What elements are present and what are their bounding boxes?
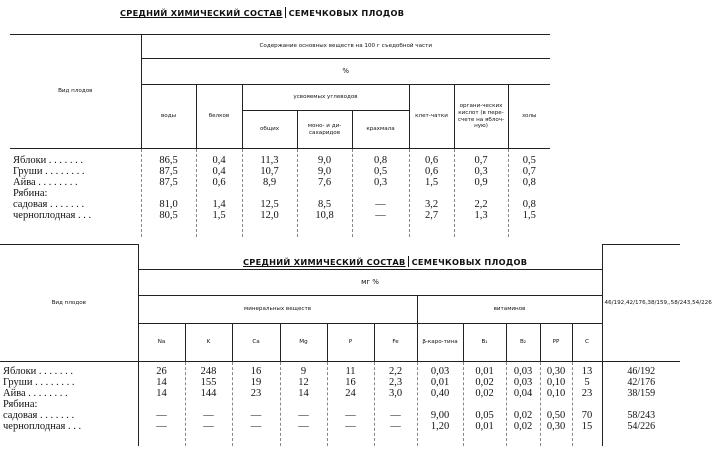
minerals-vitamins-table [0,244,712,446]
minerals-header: минеральных веществ [138,296,417,324]
cell: 58/243 [627,410,656,421]
vitamins-header: витаминов [417,296,602,324]
cell: 87,5 [159,177,178,188]
cell: 12 [298,377,309,388]
cell: 1,5 [212,210,226,221]
ca-values [232,362,280,446]
cell: 5 [584,377,590,388]
cell: 0,7 [522,166,536,177]
cell: 9,00 [430,410,450,421]
b1-values [463,362,506,446]
cell: 144 [200,388,217,399]
water-values [141,149,196,237]
cell: 0,50 [546,410,566,421]
cell: 16 [250,366,262,377]
na-values [138,362,185,446]
row-name: черноплодная . . . [13,210,92,221]
caption-right: СЕМЕЧКОВЫХ ПЛОДОВ [411,257,528,267]
cell: 46/192 [627,366,656,377]
energy-header: 46/192,42/176,38/159,,58/243,54/226 [602,245,680,362]
cell: 0,10 [546,377,566,388]
ca-header: Ca [232,324,280,362]
cell: 0,01 [430,377,450,388]
cell: 0,02 [513,421,533,432]
composition-table [10,34,550,237]
cell: 10,7 [260,166,279,177]
energy-values [602,362,680,446]
cell: 0,8 [522,199,536,210]
cell [141,399,183,410]
cell: 0,4 [212,155,226,166]
row-name: Груши . . . . . . . . [3,377,75,388]
cell: 0,4 [212,166,226,177]
cell: — [250,410,262,421]
p-header: P [327,324,374,362]
acids-header: органи-ческих кислот (в пере-счете на яблоч-ную) [454,85,508,149]
cell: 16 [345,377,356,388]
protein-values [196,149,242,237]
cell: 12,5 [260,199,279,210]
cell: 0,5 [522,155,536,166]
unit-header: % [141,59,550,85]
cell: 0,8 [373,155,388,166]
carotene-header: β-каро-тина [417,324,463,362]
row-name: черноплодная . . . [3,421,82,432]
cell [355,188,407,199]
total-values [242,149,297,237]
cell: 9 [300,366,307,377]
k-header: K [185,324,232,362]
cell [188,399,230,410]
row-name: Айва . . . . . . . . [13,177,78,188]
cell: 26 [156,366,167,377]
cell: — [345,421,356,432]
carotene-values [417,362,463,446]
cell: 1,20 [430,421,450,432]
cell: — [390,421,401,432]
cell: 0,01 [475,366,494,377]
b2-header: B₂ [506,324,540,362]
cell: 87,5 [159,166,178,177]
cell: 8,5 [317,199,332,210]
cell: 0,8 [522,177,536,188]
row-name: Груши . . . . . . . . [13,166,85,177]
cell: 1,3 [474,210,488,221]
cell: 23 [581,388,593,399]
ash-header: золы [508,85,550,149]
caption-left: СРЕДНИЙ ХИМИЧЕСКИЙ СОСТАВ [120,8,283,18]
cell [511,188,549,199]
cell: 14 [156,377,167,388]
cell: 0,02 [475,377,494,388]
cell: 155 [200,377,217,388]
water-header: воды [141,85,196,149]
cell: 1,4 [212,199,226,210]
row-name: Рябина: [3,399,38,410]
cell: 2,2 [474,199,488,210]
cell: 0,30 [546,366,566,377]
starch-header: крахмала [352,111,409,149]
cell [420,399,461,410]
cell: 0,3 [373,177,388,188]
fruit-names [10,149,141,237]
caption-left: СРЕДНИЙ ХИМИЧЕСКИЙ СОСТАВ [243,257,406,267]
cell: 0,6 [424,166,439,177]
cell [457,188,506,199]
pp-values [540,362,572,446]
cell: 14 [156,388,167,399]
k-values [185,362,232,446]
unit-header: мг % [138,270,602,296]
cell: 7,6 [317,177,332,188]
cell: 13 [581,366,593,377]
cell: 0,05 [475,410,494,421]
fiber-header: клет-чатки [409,85,454,149]
row-name: садовая . . . . . . . [13,199,85,210]
cell: 2,7 [424,210,439,221]
row-name: Айва . . . . . . . . [3,388,68,399]
ash-values [508,149,550,237]
caption-divider [285,7,286,18]
cell: — [203,421,214,432]
starch-values [352,149,409,237]
cell: — [390,410,401,421]
cell [466,399,504,410]
na-header: Na [138,324,185,362]
cell: 14 [298,388,309,399]
cell: 11 [345,366,356,377]
cell: 0,03 [513,377,533,388]
cell: 9,0 [317,166,332,177]
c-header: C [572,324,602,362]
cell: 0,6 [424,155,439,166]
cell: 0,04 [513,388,533,399]
cell: 38/159 [627,388,656,399]
cell: 0,30 [546,421,566,432]
table1-caption [120,7,404,18]
cell: 0,40 [430,388,450,399]
caption-right: СЕМЕЧКОВЫХ ПЛОДОВ [288,8,405,18]
cell [412,188,452,199]
cell: — [250,421,262,432]
cell: 10,8 [315,210,334,221]
cell: 0,9 [474,177,488,188]
caption-space [138,245,602,270]
row-name: садовая . . . . . . . [3,410,75,421]
cell [300,188,350,199]
cell: — [156,410,167,421]
fruit-column-header: Вид плодов [0,245,138,362]
cell: 11,3 [260,155,279,166]
fruit-names [0,362,138,446]
cell: 9,0 [317,155,332,166]
cell: 80,5 [159,210,178,221]
cell: 1,5 [522,210,536,221]
row-name: Яблоки . . . . . . . [13,155,84,166]
cell [245,188,295,199]
mono-header: моно- и ди-сахаридов [297,111,352,149]
cell: 0,02 [475,388,494,399]
cell [235,399,278,410]
cell: — [298,410,309,421]
cell [605,399,679,410]
mg-values [280,362,327,446]
fe-values [374,362,417,446]
cell: 0,3 [474,166,488,177]
cell: 24 [345,388,356,399]
mono-values [297,149,352,237]
cell: 70 [581,410,593,421]
cell: 19 [250,377,262,388]
cell: 42/176 [627,377,656,388]
fiber-values [409,149,454,237]
pp-header: PP [540,324,572,362]
c-values [572,362,602,446]
cell [283,399,325,410]
cell: — [345,410,356,421]
cell [199,188,240,199]
cell: 23 [250,388,262,399]
acids-values [454,149,508,237]
cell: 3,2 [424,199,439,210]
cell [575,399,600,410]
cell: — [298,421,309,432]
cell: 86,5 [159,155,178,166]
cell [330,399,372,410]
cell: 2,2 [388,366,403,377]
fe-header: Fe [374,324,417,362]
b2-values [506,362,540,446]
cell: 15 [581,421,593,432]
cell [543,399,570,410]
mg-header: Mg [280,324,327,362]
cell: 2,3 [388,377,403,388]
cell [377,399,415,410]
row-name: Яблоки . . . . . . . [3,366,74,377]
carbs-header: усвояемых углеводов [242,85,409,111]
cell: 81,0 [159,199,178,210]
cell: — [375,210,386,221]
cell: 0,6 [212,177,226,188]
row-name: Рябина: [13,188,48,199]
cell: — [375,199,386,210]
cell: 0,01 [475,421,494,432]
total-carbs-header: общих [242,111,297,149]
cell: 0,7 [474,155,488,166]
protein-header: белков [196,85,242,149]
cell [144,188,194,199]
cell: 8,9 [262,177,277,188]
cell: 0,5 [373,166,388,177]
cell: 12,0 [260,210,279,221]
cell: — [156,421,167,432]
cell: 3,0 [388,388,403,399]
cell: — [203,410,214,421]
cell: 54/226 [627,421,656,432]
p-values [327,362,374,446]
b1-header: B₁ [463,324,506,362]
cell: 0,10 [546,388,566,399]
cell [509,399,538,410]
cell: 248 [200,366,217,377]
fruit-column-header: Вид плодов [10,35,141,149]
cell: 0,03 [430,366,450,377]
cell: 0,03 [513,366,533,377]
content-header: Содержание основных веществ на 100 г съедобной части [141,35,550,59]
cell: 0,02 [513,410,533,421]
cell: 1,5 [424,177,439,188]
